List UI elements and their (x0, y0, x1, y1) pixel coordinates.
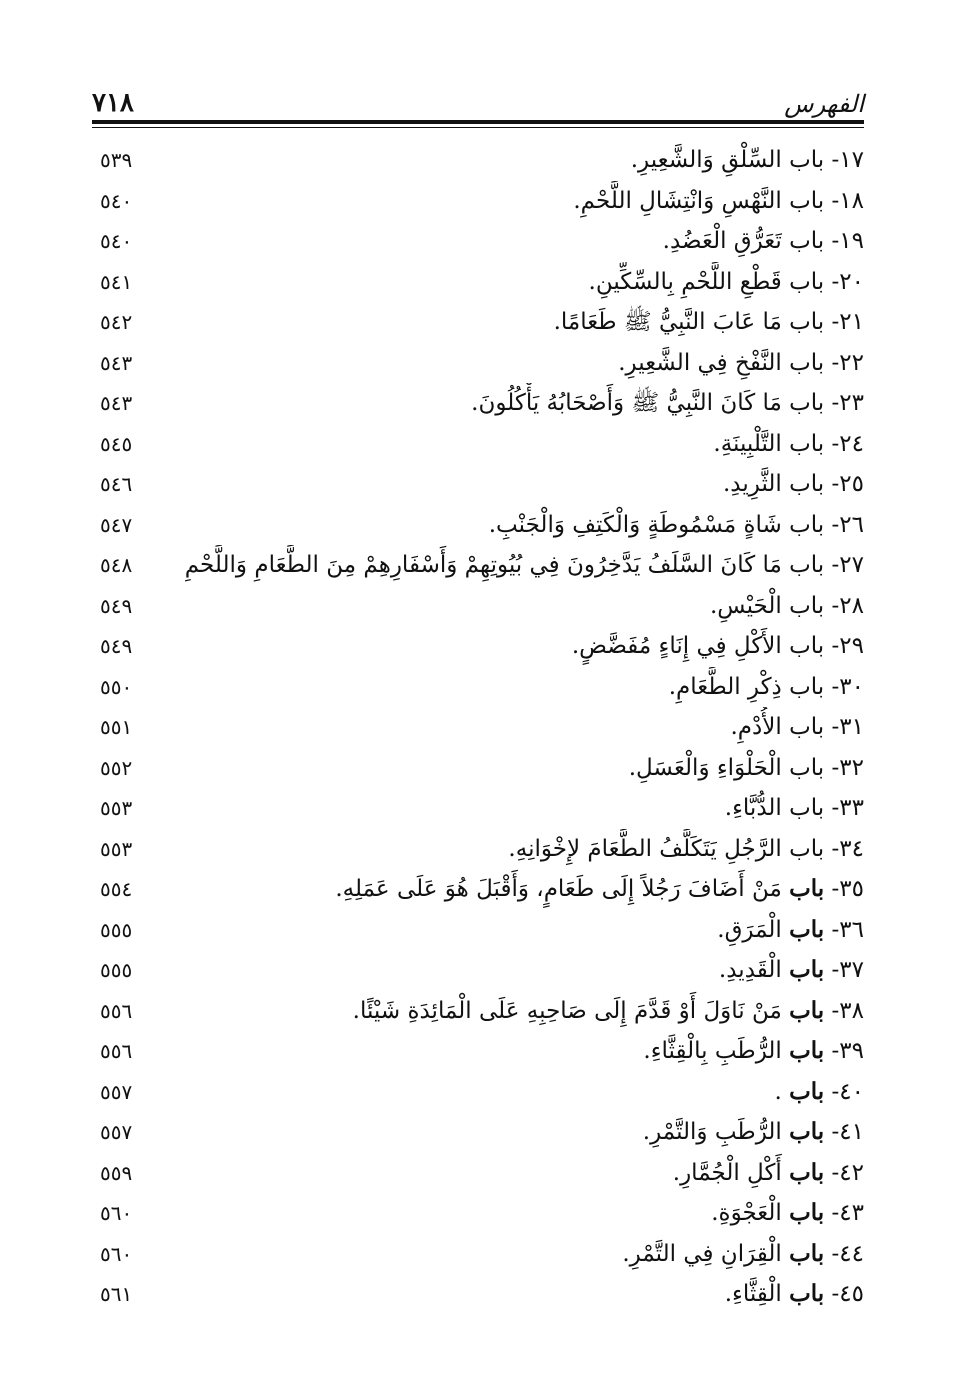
entry-title: الْعَجْوَةِ. (711, 1200, 782, 1226)
entry-number: ٤٣- (831, 1200, 864, 1226)
toc-entry (92, 869, 864, 910)
entry-keyword: باب (789, 1077, 825, 1105)
entry-title: مَا عَابَ النَّبِيُّ ﷺ طَعَامًا. (553, 309, 782, 335)
entry-title: الرَّجُلِ يَتَكَلَّفُ الطَّعَامَ لإِخْوَانِهِ. (508, 835, 782, 862)
entry-page-number: ٥٥٠ (100, 674, 133, 699)
toc-entry-text (622, 1234, 864, 1274)
entry-title: قَطْعِ اللَّحْمِ بِالسِّكِّينِ. (588, 268, 782, 295)
entry-page-number: ٥٥٥ (100, 917, 133, 942)
entry-page-number: ٥٥١ (100, 715, 133, 739)
entry-number: ٣٢- (831, 754, 864, 781)
entry-title: مَا كَانَ النَّبِيُّ ﷺ وَأَصْحَابُهُ يَأْكُلُونَ. (471, 390, 782, 416)
entry-number: ٤٥- (831, 1281, 864, 1307)
toc-entry (92, 1072, 864, 1113)
entry-title: تَعَرُّقِ الْعَضُدِ. (662, 228, 782, 254)
entry-number: ٣٠- (831, 673, 864, 700)
toc-entry (92, 1234, 864, 1275)
entry-number: ٤٠- (831, 1078, 864, 1105)
entry-page-number: ٥٥٦ (100, 1039, 133, 1063)
entry-number: ١٧- (831, 147, 864, 173)
entry-keyword: باب (789, 996, 825, 1024)
toc-entry-text (471, 383, 864, 423)
entry-number: ٤١- (831, 1119, 864, 1145)
header-rule-thin (92, 127, 864, 128)
entry-number: ٣٩- (831, 1038, 864, 1064)
toc-entry-text (669, 667, 864, 707)
entry-title: النَّفْخِ فِي الشَّعِيرِ. (618, 349, 782, 376)
toc-entry-text (643, 1031, 864, 1071)
entry-title: الأُدْمِ. (730, 714, 782, 740)
toc-entry-text (185, 545, 864, 585)
toc-entry (92, 1193, 864, 1234)
entry-page-number: ٥٤٠ (100, 188, 133, 213)
entry-page-number: ٥٤٢ (100, 310, 133, 334)
entry-keyword: باب (789, 309, 825, 335)
entry-keyword: باب (789, 390, 825, 416)
entry-keyword: باب (789, 673, 825, 700)
toc-entry (92, 424, 864, 465)
entry-title: مَنْ نَاوَلَ أَوْ قَدَّمَ إِلَى صَاحِبِهِ عَلَى الْمَائِدَةِ شَيْئًا. (352, 997, 782, 1024)
toc-entry (92, 950, 864, 991)
toc-entry-text (717, 910, 864, 950)
toc-entry-text (673, 1153, 864, 1193)
header-rule-thick (92, 120, 864, 124)
entry-title: الْقِرَانِ فِي التَّمْرِ. (622, 1240, 782, 1267)
entry-page-number: ٥٣٩ (100, 148, 133, 172)
toc-entry (92, 707, 864, 748)
toc-entry (92, 383, 864, 424)
toc-entry (92, 343, 864, 384)
entry-title: الثَّرِيدِ. (722, 471, 782, 497)
toc-entry-text (725, 788, 864, 828)
entry-title: التَّلْبِينَةِ. (713, 430, 782, 457)
toc-entry (92, 1112, 864, 1153)
entry-keyword: باب (789, 430, 825, 457)
toc-entry (92, 262, 864, 303)
entry-keyword: باب (789, 268, 825, 295)
entry-number: ٣١- (831, 714, 864, 740)
toc-entry-text (508, 829, 864, 869)
toc-entry (92, 586, 864, 627)
toc-entry (92, 748, 864, 789)
entry-keyword: باب (789, 1239, 825, 1267)
entry-number: ١٩- (831, 228, 864, 254)
entry-keyword: باب (789, 147, 825, 173)
entry-page-number: ٥٥٩ (100, 1160, 133, 1185)
toc-entry (92, 302, 864, 343)
entry-page-number: ٥٤٥ (100, 431, 133, 456)
page-header (92, 88, 864, 120)
entry-page-number: ٥٥٧ (100, 1120, 133, 1144)
entry-page-number: ٥٤١ (100, 269, 133, 294)
toc-entry-text (618, 343, 864, 383)
toc-entry (92, 221, 864, 262)
toc-entry (92, 829, 864, 870)
toc-entry (92, 1153, 864, 1194)
entry-title: الدُّبَّاءِ. (724, 795, 782, 821)
entry-number: ٣٦- (831, 916, 864, 943)
entry-number: ٢٣- (831, 390, 864, 416)
entry-title: الْقِثَّاءِ. (724, 1281, 782, 1307)
entry-keyword: باب (789, 795, 825, 821)
entry-page-number: ٥٤٩ (100, 593, 133, 618)
toc-entry-text (711, 1193, 864, 1233)
entry-page-number: ٥٦١ (100, 1282, 133, 1306)
entry-keyword: باب (789, 471, 825, 497)
entry-number: ٤٢- (831, 1159, 864, 1186)
entry-title: ذِكْرِ الطَّعَامِ. (668, 673, 782, 700)
entry-number: ٣٤- (831, 835, 864, 862)
toc-entry-text (663, 221, 864, 261)
toc-entry-text (775, 1072, 865, 1112)
entry-number: ٣٣- (831, 795, 864, 821)
entry-page-number: ٥٤٨ (100, 553, 133, 577)
toc-entry-text (353, 991, 864, 1031)
entry-title: مَا كَانَ السَّلَفُ يَدَّخِرُونَ فِي بُيُوتِهِمْ وَأَسْفَارِهِمْ مِنَ الطَّعَامِ وَاللَّحْمِ (184, 552, 782, 578)
entry-keyword: باب (789, 915, 825, 943)
entry-keyword: باب (789, 511, 825, 538)
entry-number: ٣٧- (831, 957, 864, 983)
toc-entry-text (643, 1112, 864, 1152)
entry-keyword: باب (789, 754, 825, 781)
entry-number: ١٨- (831, 187, 864, 214)
entry-keyword: باب (789, 552, 825, 578)
entry-title: السِّلْقِ وَالشَّعِيرِ. (630, 147, 782, 173)
toc-entry-text (335, 869, 864, 909)
toc-entry-text (573, 181, 864, 221)
entry-page-number: ٥٤٣ (100, 350, 133, 375)
entry-page-number: ٥٦٠ (100, 1201, 133, 1225)
toc-entry (92, 626, 864, 667)
entry-page-number: ٥٤٣ (100, 391, 133, 415)
entry-keyword: باب (789, 714, 825, 740)
entry-page-number: ٥٤٦ (100, 472, 133, 496)
page-number: ٧١٨ (92, 88, 134, 118)
entry-page-number: ٥٥٦ (100, 998, 133, 1023)
entry-number: ٣٨- (831, 997, 864, 1024)
entry-number: ٤٤- (831, 1240, 864, 1267)
entry-keyword: باب (789, 228, 825, 254)
entry-keyword: باب (789, 875, 825, 902)
toc-entry-text (725, 1274, 864, 1314)
toc-entry (92, 667, 864, 708)
section-title: الفهرس (784, 90, 864, 118)
toc-entry (92, 1031, 864, 1072)
entry-title: . (774, 1078, 782, 1105)
entry-page-number: ٥٤٠ (100, 229, 133, 253)
toc-entry (92, 464, 864, 505)
entry-page-number: ٥٥٥ (100, 958, 133, 982)
entry-keyword: باب (789, 1280, 825, 1307)
entry-number: ٢٢- (831, 349, 864, 376)
entry-title: الرُّطَبِ بِالْقِثَّاءِ. (643, 1038, 782, 1064)
entry-page-number: ٥٤٧ (100, 512, 133, 537)
entry-title: النَّهْسِ وَانْتِشَالِ اللَّحْمِ. (573, 187, 782, 214)
toc-entry (92, 140, 864, 181)
entry-keyword: باب (789, 956, 825, 983)
toc-entry-text (710, 586, 864, 626)
toc-entry (92, 1274, 864, 1315)
toc-entry-text (731, 707, 865, 747)
entry-page-number: ٥٥٢ (100, 755, 133, 780)
entry-keyword: باب (789, 1118, 825, 1145)
toc-entry-text (719, 950, 864, 990)
toc-entry (92, 910, 864, 951)
entry-number: ٢٥- (831, 471, 864, 497)
entry-number: ٢١- (831, 309, 864, 335)
toc-entry-text (589, 262, 864, 302)
entry-keyword: باب (789, 349, 825, 376)
entry-title: أَكْلِ الْجُمَّارِ. (672, 1159, 782, 1186)
entry-title: شَاةٍ مَسْمُوطَةٍ وَالْكَتِفِ وَالْجَنْبِ. (488, 511, 782, 538)
entry-page-number: ٥٥٣ (100, 836, 133, 861)
entry-page-number: ٥٥٣ (100, 796, 133, 820)
toc-entry (92, 545, 864, 586)
entry-keyword: باب (789, 592, 825, 619)
entry-page-number: ٥٥٤ (100, 877, 133, 901)
entry-number: ٢٦- (831, 511, 864, 538)
entry-keyword: باب (789, 633, 825, 659)
entry-keyword: باب (789, 835, 825, 862)
entry-title: الْحَيْسِ. (709, 592, 782, 619)
entry-number: ٢٨- (831, 592, 864, 619)
entry-title: مَنْ أَضَافَ رَجُلاً إِلَى طَعَامٍ، وَأَقْبَلَ هُوَ عَلَى عَمَلِهِ. (335, 876, 782, 902)
toc-entry-text (554, 302, 864, 342)
entry-keyword: باب (789, 1158, 825, 1186)
entry-title: الرُّطَبِ وَالتَّمْرِ. (642, 1119, 782, 1145)
toc-entry-text (713, 424, 864, 464)
toc-entry (92, 788, 864, 829)
table-of-contents (92, 140, 864, 1315)
entry-number: ٢٠- (831, 268, 864, 295)
toc-entry-text (723, 464, 864, 504)
toc-entry (92, 991, 864, 1032)
toc-entry-text (572, 626, 864, 666)
entry-keyword: باب (789, 1199, 825, 1226)
entry-number: ٣٥- (831, 876, 864, 902)
entry-keyword: باب (789, 187, 825, 214)
toc-entry-text (629, 748, 864, 788)
entry-number: ٢٤- (831, 430, 864, 457)
entry-title: الْحَلْوَاءِ وَالْعَسَلِ. (628, 754, 782, 781)
toc-entry (92, 181, 864, 222)
entry-page-number: ٥٤٩ (100, 634, 133, 658)
toc-entry (92, 505, 864, 546)
entry-title: الْقَدِيدِ. (718, 957, 782, 983)
entry-title: الأَكْلِ فِي إِنَاءٍ مُفَضَّضٍ. (571, 633, 782, 659)
toc-entry-text (631, 140, 864, 180)
toc-entry-text (489, 505, 864, 545)
entry-page-number: ٥٦٠ (100, 1241, 133, 1266)
entry-keyword: باب (789, 1037, 825, 1064)
entry-page-number: ٥٥٧ (100, 1079, 133, 1104)
entry-title: الْمَرَقِ. (717, 916, 782, 943)
entry-number: ٢٩- (831, 633, 864, 659)
entry-number: ٢٧- (831, 552, 864, 578)
